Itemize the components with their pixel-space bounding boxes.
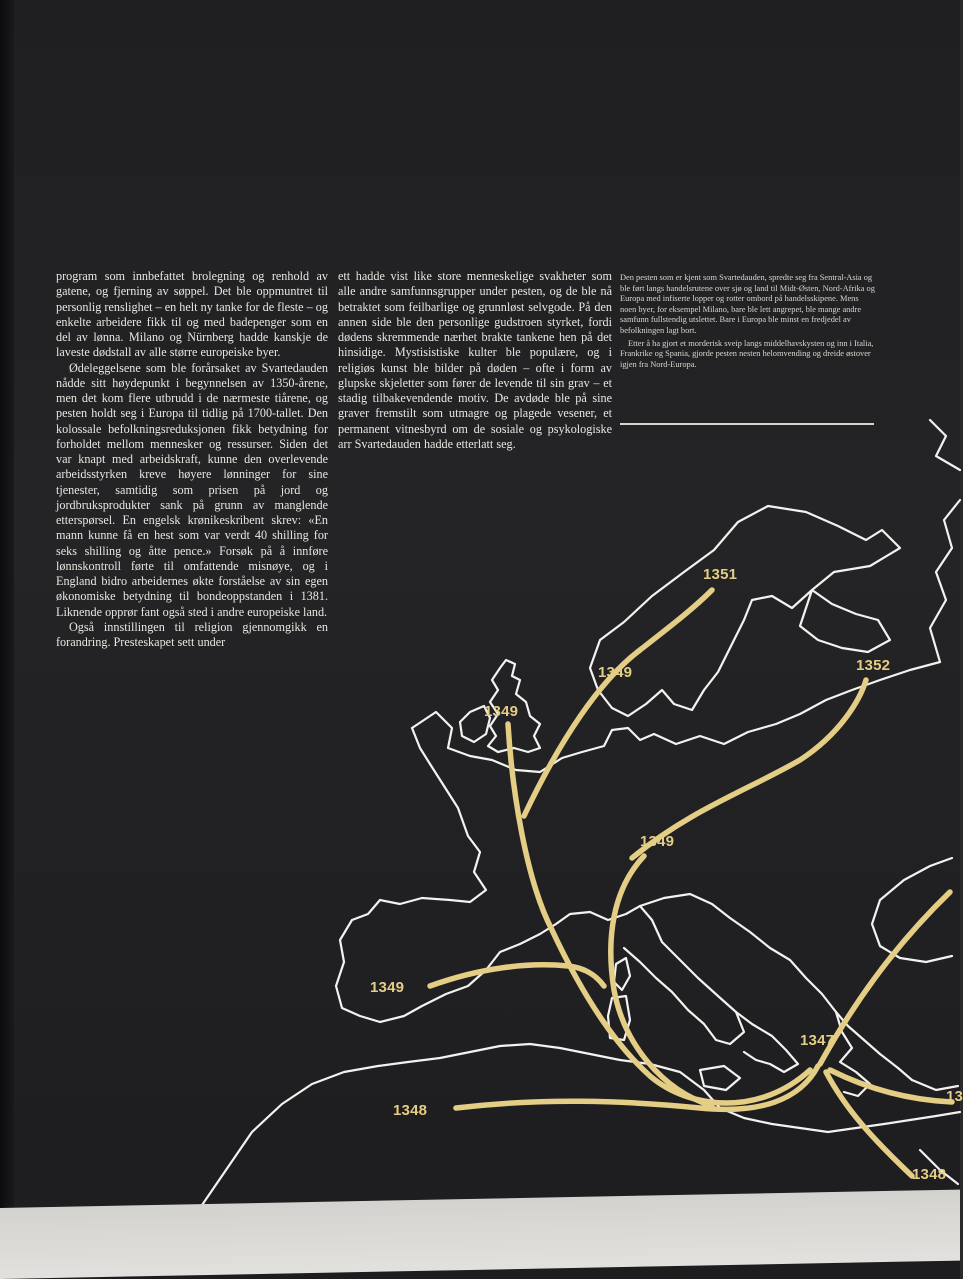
paragraph: Også innstillingen til religion gjennomgikk en forandring. Presteskapet sett under: [56, 619, 328, 649]
route-to-scandinavia-1351: [524, 590, 712, 816]
coastline-finland: [800, 590, 890, 652]
year-label-1348-africa: 1348: [393, 1102, 428, 1119]
coastline-north-africa: [200, 1044, 960, 1208]
route-central-to-1352: [632, 680, 866, 858]
paragraph: ett hadde vist like store menneskelige svakheter som alle andre samfunnsgrupper under pesten, og de ble nå betraktet som feilbarlige og grunnløst selvgode. På den annen side ble den personlige gudstroen styrket, fordi dødens skremmende nærhet brakte tankene hen på det hinsidige. Mystisistiske kulter ble populære, og i religiøs kunst ble bilder på døden – ofte i form av glupske skjeletter som fører de levende til sin grav – et stadig tilbakevendende motiv. De avdøde ble på sine graver fremstilt som utmagre og plagede vesener, et permanent vitnesbyrd om de sosiale og psykologiske arr Svartedauden hadde etterlatt seg.: [338, 269, 612, 451]
coastline-corsica: [614, 958, 630, 990]
coastline-east: [930, 420, 960, 662]
article-column-2: [338, 269, 612, 452]
coastline-sicily: [700, 1066, 740, 1090]
coastline-italy-south: [736, 1012, 798, 1072]
plague-routes: [430, 590, 952, 1176]
year-label-13-edge: 13: [946, 1088, 963, 1105]
caption-divider: [620, 423, 874, 425]
year-label-1351: 1351: [703, 566, 738, 583]
year-label-1349-central: 1349: [640, 833, 675, 850]
route-1347-east: [820, 892, 950, 1064]
route-1347-southeast: [830, 1070, 952, 1102]
coastline-black-sea: [872, 858, 952, 962]
caption-paragraph: Etter å ha gjort et morderisk sveip langs middelhavskysten og inn i Italia, Frankrike og Spania, gjorde pesten nesten helomvending og dreide østover igjen fra Nord-Europa.: [620, 338, 874, 369]
caption-paragraph: Den pesten som er kjent som Svartedauden, spredte seg fra Sentral-Asia og ble ført langs handelsrutene over sjø og land til Midt-Østen, Nord-Afrika og Europa med infiserte lopper og rotter ombord på handelsskipene. Mens noen byer, for eksempel Milano, bare ble lett angrepet, ble mange andre samfunn fullstendig utslettet. Bare i Europa ble minst en fredjedel av befolkningen lagt bort.: [620, 273, 875, 335]
map-caption: [620, 273, 876, 370]
year-label-1349-britain: 1349: [484, 703, 519, 720]
coastline-scandinavia: [590, 506, 900, 716]
year-label-1349-scandinavia: 1349: [598, 664, 633, 681]
article-column-1: [56, 269, 328, 650]
year-label-1349-iberia: 1349: [370, 979, 405, 996]
year-label-1347: 1347: [800, 1032, 835, 1049]
route-africa-1348: [456, 1066, 818, 1109]
paragraph: Ødeleggelsene som ble forårsaket av Svartedauden nådde sitt høydepunkt i begynnelsen av 1350-årene, men det kom flere utbrudd i de nærmeste tiårene, og pesten holdt seg i Europa til tidlig på 1700-tallet. Den kolossale befolkningsreduksjonen fikk betydning for forholdet mellom mennesker og ressurser. Siden det var knapt med arbeidskraft, kunne den overlevende arbeidsstyrken kreve høyere lønninger for sine tjenester, samtidig som prisen på jord og jordbruksprodukter sank på grunn av manglende etterspørsel. En engelsk krønikeskribent skrev: «En mann kunne få en hest som var verdt 40 shilling for seks shilling og åtte pence.» Forsøk på å innføre lønnskontroll førte til omfattende misnøye, og i England bidro arbeidernes økte forståelse av sin egen økonomiske betydning til bondeoppstanden i 1381. Liknende opprør fant også sted i andre europeiske land.: [56, 360, 328, 619]
year-label-1348-edge: 1348: [912, 1166, 947, 1183]
year-label-1352: 1352: [856, 657, 891, 674]
paragraph: program som innbefattet brolegning og renhold av gatene, og fjerning av søppel. Det ble oppmuntret til personlig renslighet – en helt ny tanke for de fleste – og enkelte arbeidere fikk til og med badepenger som en del av lønna. Milano og Nürnberg hadde kanskje de laveste dødstall av alle større europeiske byer.: [56, 269, 328, 360]
